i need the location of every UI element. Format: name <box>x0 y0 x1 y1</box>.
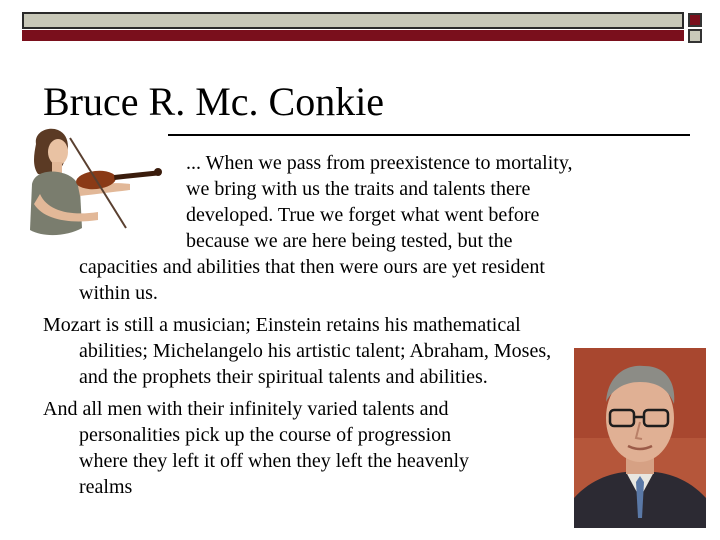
slide-title: Bruce R. Mc. Conkie <box>43 79 385 124</box>
quote-line: within us. <box>79 282 158 304</box>
title-underline <box>168 134 690 136</box>
quote-line: capacities and abilities that then were ours are yet resident <box>79 256 545 278</box>
portrait-photo <box>574 348 706 528</box>
violinist-image <box>18 124 168 246</box>
quote-line: because we are here being tested, but the <box>186 230 513 252</box>
quote-line: and the prophets their spiritual talents and abilities. <box>79 366 488 388</box>
corner-square-tan <box>688 29 702 43</box>
quote-line: developed. True we forget what went before <box>186 204 540 226</box>
quote-line: personalities pick up the course of progression <box>79 424 452 446</box>
quote-line: ... When we pass from preexistence to mortality, <box>186 152 573 174</box>
corner-square-red <box>688 13 702 27</box>
quote-line: realms <box>79 476 133 498</box>
title-bar-accent <box>22 30 684 41</box>
quote-line: And all men with their infinitely varied talents and <box>43 398 449 420</box>
title-bar-decoration <box>22 12 684 29</box>
quote-line: Mozart is still a musician; Einstein retains his mathematical <box>43 314 521 336</box>
quote-line: we bring with us the traits and talents there <box>186 178 531 200</box>
quote-line: abilities; Michelangelo his artistic talent; Abraham, Moses, <box>79 340 552 362</box>
quote-line: where they left it off when they left the heavenly <box>79 450 470 472</box>
